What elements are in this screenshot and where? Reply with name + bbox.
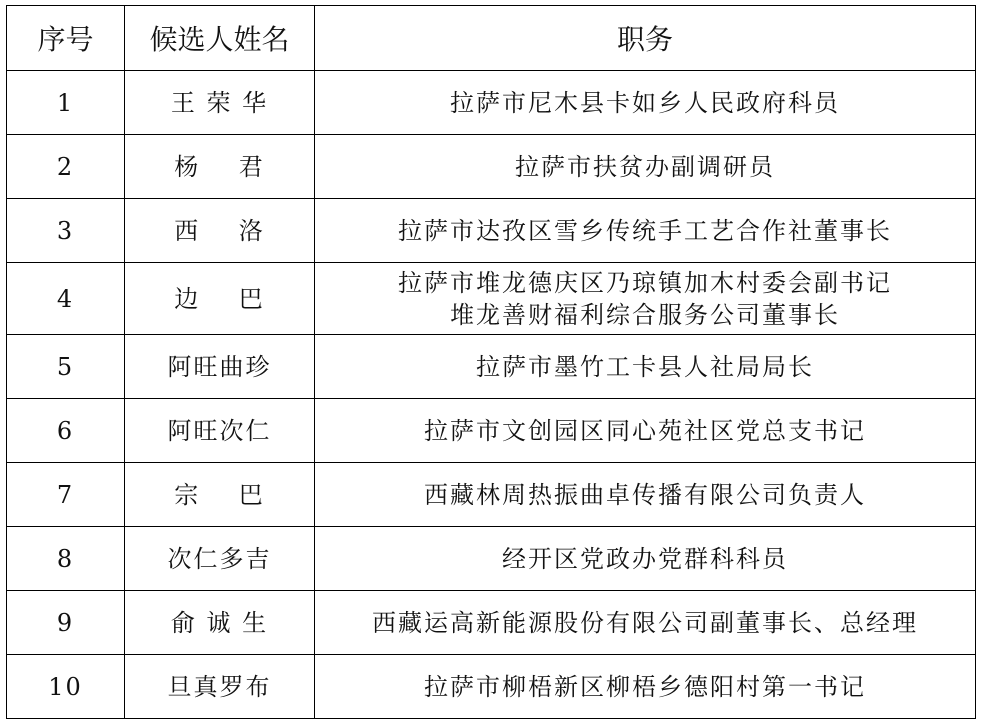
table-row [7,655,976,719]
cell-name: 俞 诚 生 [125,591,315,655]
cell-name: 西 洛 [125,199,315,263]
position-line: 堆龙善财福利综合服务公司董事长 [450,300,840,329]
cell-number: 1 [7,71,125,135]
position-line: 拉萨市尼木县卡如乡人民政府科员 [450,88,840,117]
cell-name: 王 荣 华 [125,71,315,135]
cell-position [315,655,976,719]
cell-name: 次仁多吉 [125,527,315,591]
table-body [7,71,976,719]
cell-number: 4 [7,263,125,335]
cell-number: 7 [7,463,125,527]
position-line: 拉萨市扶贫办副调研员 [515,152,775,181]
table-row [7,199,976,263]
cell-position [315,527,976,591]
cell-number: 10 [7,655,125,719]
position-line: 拉萨市柳梧新区柳梧乡德阳村第一书记 [424,672,866,701]
cell-number: 3 [7,199,125,263]
position-line: 西藏林周热振曲卓传播有限公司负责人 [424,480,866,509]
header-row [7,6,976,71]
header-position: 职务 [315,6,976,71]
candidate-table [6,5,976,719]
cell-position [315,399,976,463]
cell-name: 阿旺曲珍 [125,335,315,399]
table-row [7,399,976,463]
position-line: 拉萨市墨竹工卡县人社局局长 [476,352,814,381]
cell-name: 宗 巴 [125,463,315,527]
table-row [7,135,976,199]
cell-number: 6 [7,399,125,463]
table-row [7,71,976,135]
table-row [7,463,976,527]
cell-position [315,71,976,135]
cell-position [315,463,976,527]
position-line: 经开区党政办党群科科员 [502,544,788,573]
position-line: 西藏运高新能源股份有限公司副董事长、总经理 [372,608,918,637]
cell-number: 9 [7,591,125,655]
cell-position [315,335,976,399]
cell-position [315,591,976,655]
table-row [7,527,976,591]
cell-number: 5 [7,335,125,399]
cell-number: 2 [7,135,125,199]
cell-name: 边 巴 [125,263,315,335]
header-name: 候选人姓名 [125,6,315,71]
cell-number: 8 [7,527,125,591]
table-row [7,591,976,655]
cell-position [315,199,976,263]
cell-position [315,263,976,335]
position-line: 拉萨市文创园区同心苑社区党总支书记 [424,416,866,445]
cell-name: 阿旺次仁 [125,399,315,463]
table-row [7,263,976,335]
table-row [7,335,976,399]
header-number: 序号 [7,6,125,71]
cell-name: 杨 君 [125,135,315,199]
position-line: 拉萨市堆龙德庆区乃琼镇加木村委会副书记 [398,268,892,297]
cell-position [315,135,976,199]
position-line: 拉萨市达孜区雪乡传统手工艺合作社董事长 [398,216,892,245]
cell-name: 旦真罗布 [125,655,315,719]
